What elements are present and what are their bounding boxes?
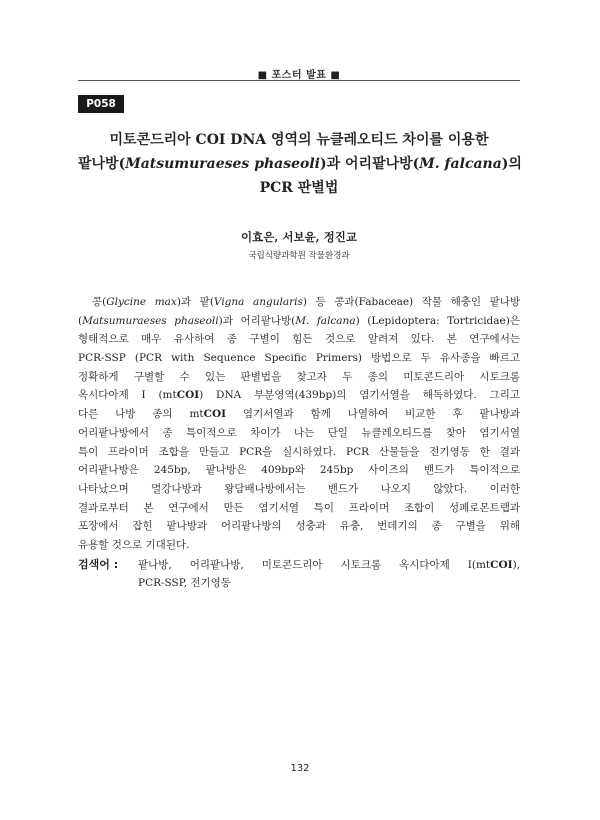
abstract-text: ) DNA 부분영역(439bp)의 염기서열을 해독하였다. 그리고 [199,389,521,402]
abstract [78,293,520,555]
gene-name: COI [176,389,200,402]
title-line-2 [78,152,520,176]
abstract-line [78,293,520,312]
page-number: 132 [290,763,310,774]
scientific-name: Vigna angularis [213,296,303,308]
scientific-name: Glycine max [106,296,177,308]
keywords-line [138,556,520,574]
abstract-line [78,312,520,331]
keyword-text: ), [512,559,520,571]
abstract-line: 어리팥나방에서 종 특이적으로 차이가 나는 단일 뉴클레오티드를 찾아 염기서열 [78,426,520,439]
abstract-line: 유용할 것으로 기대된다. [78,538,190,551]
abstract-text: 콩( [92,296,107,308]
abstract-text: ) 등 콩과(Fabaceae) 작물 해충인 팥나방 [302,296,520,308]
title-line-3: PCR 판별법 [259,180,339,196]
scientific-name: Matsumuraeses phaseoli [82,314,219,327]
gene-name: COI [203,408,227,421]
abstract-text: 염기서열과 함께 나열하여 비교한 후 팥나방과 [226,408,520,421]
abstract-text: ( [78,314,83,327]
keywords-line: PCR-SSP, 전기영동 [138,577,231,589]
title-text: )의 [501,156,522,172]
abstract-line: 어리팥나방은 245bp, 팥나방은 409bp와 245bp 사이즈의 밴드가 특이적으로 [78,464,520,477]
abstract-text: 다른 나방 종의 mt [78,408,204,421]
poster-id-badge: P058 [78,95,124,113]
paper-title [78,128,520,200]
abstract-line: 결과로부터 본 연구에서 만든 염기서열 특이 프라이머 조합이 성페로몬트랩과 [78,501,520,514]
scientific-name: M. falcana [295,314,356,327]
keywords-text [138,556,520,592]
abstract-text: )과 어리팥나방( [218,314,296,327]
title-text: )과 어리팥나방( [320,156,420,172]
title-line-1: 미토콘드리아 COI DNA 영역의 뉴클레오티드 차이를 이용한 [109,132,489,148]
abstract-line [78,386,520,405]
authors: 이효은, 서보윤, 정진교 [241,230,357,244]
header-rule [78,80,520,81]
abstract-text: ) (Lepidoptera: Tortricidae)은 [355,314,520,327]
scientific-name: M. falcana [419,156,502,172]
abstract-line: PCR-SSP (PCR with Sequence Specific Primers) 방법으로 두 유사종을 빠르고 [78,352,520,365]
keywords-label: 검색어 : [78,558,119,571]
abstract-line: 특이 프라이머 조합을 만들고 PCR을 실시하였다. PCR 산물들을 전기영동 한 결과 [78,445,520,458]
abstract-line: 형태적으로 매우 유사하여 종 구별이 힘든 것으로 알려져 있다. 본 연구에서는 [78,333,520,346]
abstract-line: 정확하게 구별할 수 있는 판별법을 찾고자 두 종의 미토콘드리아 시토크롬 [78,370,520,383]
section-header: ■ 포스터 발표 ■ [257,70,341,81]
gene-name: COI [490,559,513,571]
abstract-text: )과 팥( [176,296,214,308]
scientific-name: Matsumuraeses phaseoli [125,156,320,172]
affiliation: 국립식량과학원 작물환경과 [248,251,350,261]
abstract-line [78,405,520,424]
title-text: 팥나방( [78,156,126,172]
abstract-text: 옥시다아제 I (mt [78,389,177,402]
abstract-line: 나타났으며 멸강나방과 왕담배나방에서는 밴드가 나오지 않았다. 이러한 [78,482,520,495]
keyword-text: 팥나방, 어리팥나방, 미토콘드리아 시토크롬 옥시다아제 I(mt [138,559,491,571]
abstract-line: 포장에서 잡힌 팥나방과 어리팥나방의 성충과 유충, 번데기의 종 구별을 위해 [78,520,520,533]
